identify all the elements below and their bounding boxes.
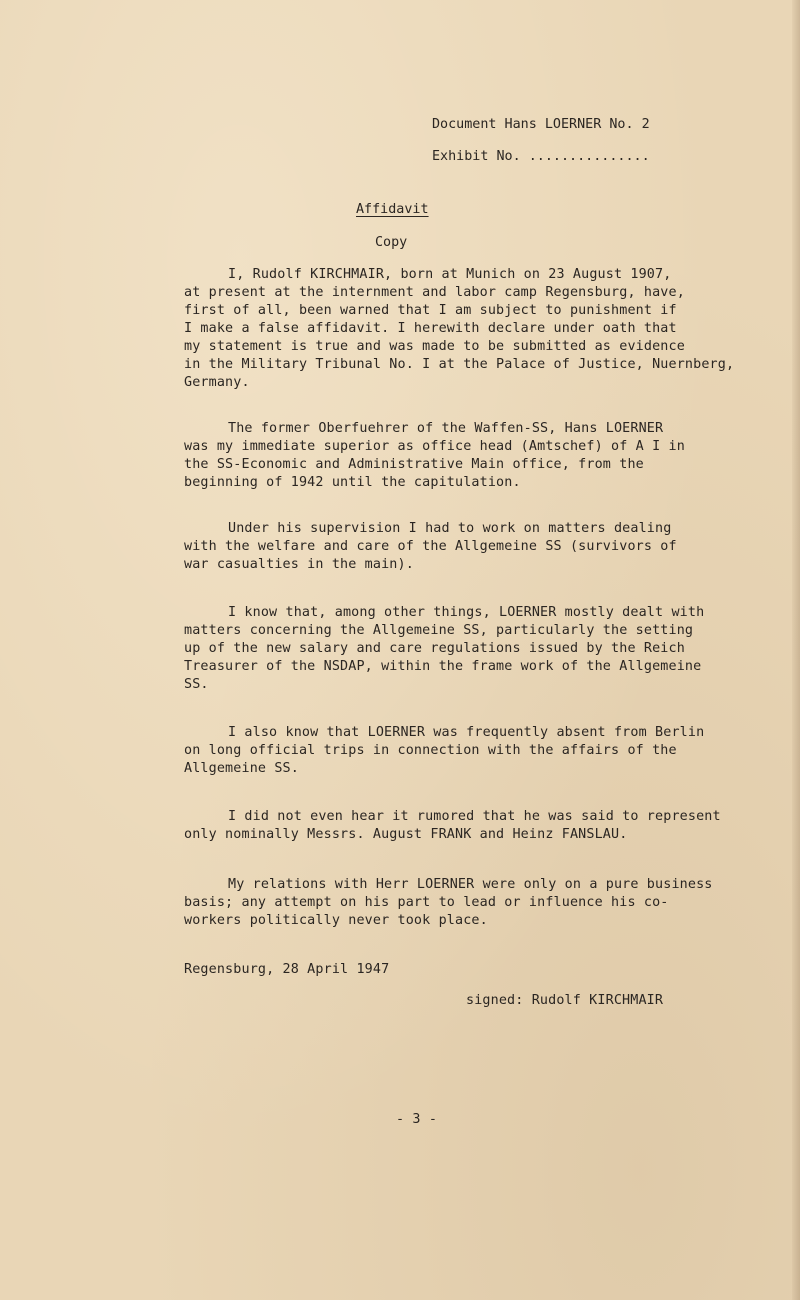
- paragraph-line: Allgemeine SS.: [184, 761, 299, 776]
- paragraph-line: my statement is true and was made to be submitted as evidence: [184, 339, 685, 354]
- paragraph-line: with the welfare and care of the Allgemeine SS (survivors of: [184, 539, 677, 554]
- document-reference: Document Hans LOERNER No. 2: [432, 117, 650, 132]
- paragraph-line: war casualties in the main).: [184, 557, 414, 572]
- affidavit-title: Affidavit: [356, 202, 429, 217]
- paragraph-line: SS.: [184, 677, 209, 692]
- exhibit-number: Exhibit No. ...............: [432, 149, 650, 164]
- paragraph-line: Under his supervision I had to work on matters dealing: [228, 521, 672, 536]
- paragraph-line: only nominally Messrs. August FRANK and Heinz FANSLAU.: [184, 827, 628, 842]
- paragraph-line: beginning of 1942 until the capitulation.: [184, 475, 521, 490]
- paragraph-line: basis; any attempt on his part to lead or influence his co-: [184, 895, 669, 910]
- place-date: Regensburg, 28 April 1947: [184, 962, 390, 977]
- paragraph-line: I did not even hear it rumored that he was said to represent: [228, 809, 721, 824]
- paragraph-line: Treasurer of the NSDAP, within the frame work of the Allgemeine: [184, 659, 702, 674]
- paragraph-line: first of all, been warned that I am subject to punishment if: [184, 303, 677, 318]
- paragraph-line: in the Military Tribunal No. I at the Palace of Justice, Nuernberg,: [184, 357, 735, 372]
- paragraph-line: I, Rudolf KIRCHMAIR, born at Munich on 23 August 1907,: [228, 267, 672, 282]
- paragraph-line: My relations with Herr LOERNER were only on a pure business: [228, 877, 713, 892]
- paragraph-line: the SS-Economic and Administrative Main office, from the: [184, 457, 644, 472]
- paragraph-line: up of the new salary and care regulations issued by the Reich: [184, 641, 685, 656]
- paragraph-line: was my immediate superior as office head (Amtschef) of A I in: [184, 439, 685, 454]
- page-edge-shadow: [792, 0, 800, 1300]
- paragraph-line: I make a false affidavit. I herewith declare under oath that: [184, 321, 677, 336]
- signature-line: signed: Rudolf KIRCHMAIR: [466, 993, 664, 1008]
- paragraph-line: matters concerning the Allgemeine SS, particularly the setting: [184, 623, 694, 638]
- paragraph-line: at present at the internment and labor camp Regensburg, have,: [184, 285, 685, 300]
- paragraph-line: I know that, among other things, LOERNER mostly dealt with: [228, 605, 705, 620]
- paragraph-line: workers politically never took place.: [184, 913, 488, 928]
- page-number: - 3 -: [396, 1112, 438, 1127]
- paragraph-line: The former Oberfuehrer of the Waffen-SS, Hans LOERNER: [228, 421, 664, 436]
- copy-label: Copy: [375, 235, 408, 250]
- paragraph-line: Germany.: [184, 375, 250, 390]
- paragraph-line: on long official trips in connection with the affairs of the: [184, 743, 677, 758]
- paragraph-line: I also know that LOERNER was frequently absent from Berlin: [228, 725, 705, 740]
